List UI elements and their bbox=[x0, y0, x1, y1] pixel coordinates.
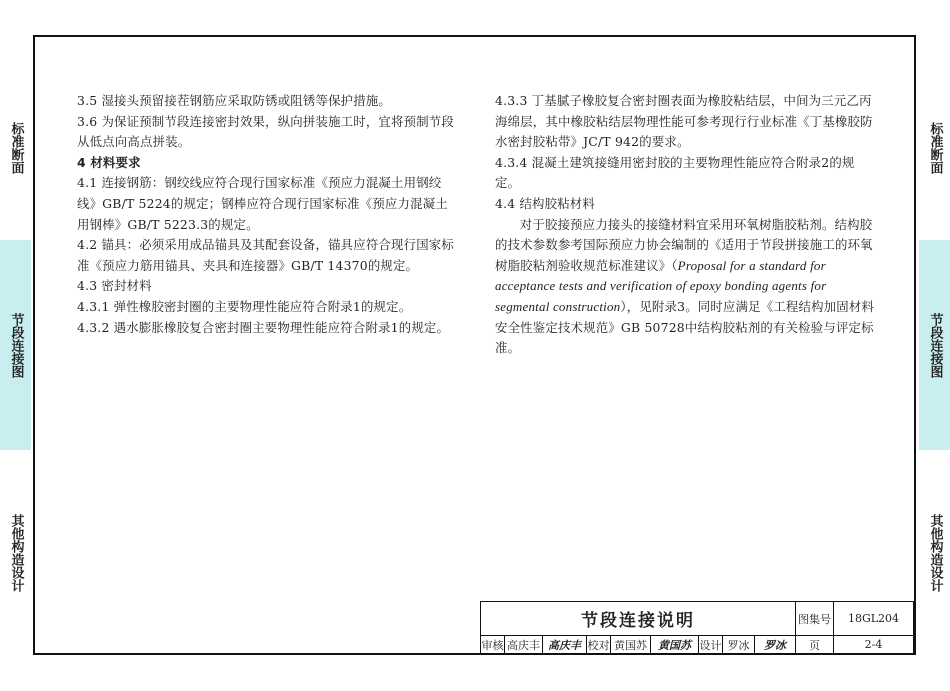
page-label: 页 bbox=[796, 636, 834, 654]
clause-4-4-text-a: 对于胶接预应力接头的接缝材料宜采用环氧树脂胶粘剂。结构胶的技术参数参考国际预应力协会编制的《适用于节段拼接施工的环氧树脂胶粘剂验收规范标准建议》（ bbox=[495, 216, 873, 273]
side-tab-segment-connection-right[interactable] bbox=[919, 240, 950, 450]
side-tab-standard-section-right[interactable] bbox=[919, 55, 950, 240]
side-tab-other-design-right[interactable] bbox=[919, 450, 950, 655]
side-tab-segment-connection-left[interactable] bbox=[0, 240, 31, 450]
clause-3-5: 3.5 湿接头预留接茬钢筋应采取防锈或阻锈等保护措施。 bbox=[77, 93, 392, 108]
reviewer-name: 高庆丰 bbox=[505, 636, 543, 654]
page-number: 2-4 bbox=[834, 636, 914, 654]
checker-name: 黄国苏 bbox=[611, 636, 651, 654]
clause-4-4: 4.4 结构胶粘材料 bbox=[495, 195, 595, 211]
side-tab-standard-section-left[interactable] bbox=[0, 55, 31, 240]
side-tab-label: 节段连接图 bbox=[8, 312, 24, 378]
clause-4-4-text-b: ），见附录3。同时应满足《工程结构加固材料安全性鉴定技术规范》GB 50728中结构胶粘剂的有关检验与评定标准。 bbox=[495, 298, 875, 356]
clause-4-3-2: 4.3.2 遇水膨胀橡胶复合密封圈主要物理性能应符合附录1的规定。 bbox=[77, 319, 450, 335]
designer-name: 罗冰 bbox=[723, 636, 755, 654]
section-heading-materials: 4 材料要求 bbox=[77, 154, 141, 170]
clause-4-4-english-title: Proposal for a standard for acceptance tests and verification of epoxy bonding agents for segmental construction bbox=[495, 257, 827, 314]
side-tab-label: 其他构造设计 bbox=[8, 513, 24, 592]
checker-signature: 黄国苏 bbox=[651, 636, 699, 654]
clause-4-2: 4.2 锚具：必须采用成品锚具及其配套设备，锚具应符合现行国家标准《预应力筋用锚具、夹具和连接器》GB/T 14370的规定。 bbox=[77, 237, 454, 273]
clause-4-4-body bbox=[495, 215, 876, 359]
designer-signature: 罗冰 bbox=[755, 636, 796, 654]
clause-4-3-3: 4.3.3 丁基腻子橡胶复合密封圈表面为橡胶粘结层，中间为三元乙丙海绵层，其中橡胶粘结层物理性能可参考现行行业标准《丁基橡胶防水密封胶粘带》JC/T 942的要求。 bbox=[495, 93, 873, 150]
side-tab-label: 标准断面 bbox=[8, 121, 24, 174]
check-label: 校对 bbox=[587, 636, 611, 654]
side-tab-other-design-left[interactable] bbox=[0, 450, 31, 655]
design-label: 设计 bbox=[699, 636, 723, 654]
clause-4-3-1: 4.3.1 弹性橡胶密封圈的主要物理性能应符合附录1的规定。 bbox=[77, 298, 412, 314]
clause-4-3-4: 4.3.4 混凝土建筑接缝用密封胶的主要物理性能应符合附录2的规定。 bbox=[495, 154, 855, 191]
side-tab-label: 其他构造设计 bbox=[927, 513, 943, 592]
clause-4-3: 4.3 密封材料 bbox=[77, 278, 152, 294]
drawing-title: 节段连接说明 bbox=[481, 602, 796, 636]
atlas-label: 图集号 bbox=[796, 602, 834, 636]
right-text-column bbox=[495, 91, 876, 359]
clause-4-1: 4.1 连接钢筋：钢绞线应符合现行国家标准《预应力混凝土用钢绞线》GB/T 5224的规定；钢棒应符合现行国家标准《预应力混凝土用钢棒》GB/T 5223.3的规定。 bbox=[77, 175, 448, 232]
left-text-column bbox=[77, 91, 458, 338]
atlas-number: 18GL204 bbox=[834, 602, 914, 636]
review-label: 审核 bbox=[481, 636, 505, 654]
side-tab-label: 节段连接图 bbox=[927, 312, 943, 378]
side-tab-label: 标准断面 bbox=[927, 121, 943, 174]
reviewer-signature: 高庆丰 bbox=[543, 636, 587, 654]
clause-3-6: 3.6 为保证预制节段连接密封效果，纵向拼装施工时，宜将预制节段从低点向高点拼装。 bbox=[77, 113, 454, 150]
title-block bbox=[480, 601, 914, 654]
